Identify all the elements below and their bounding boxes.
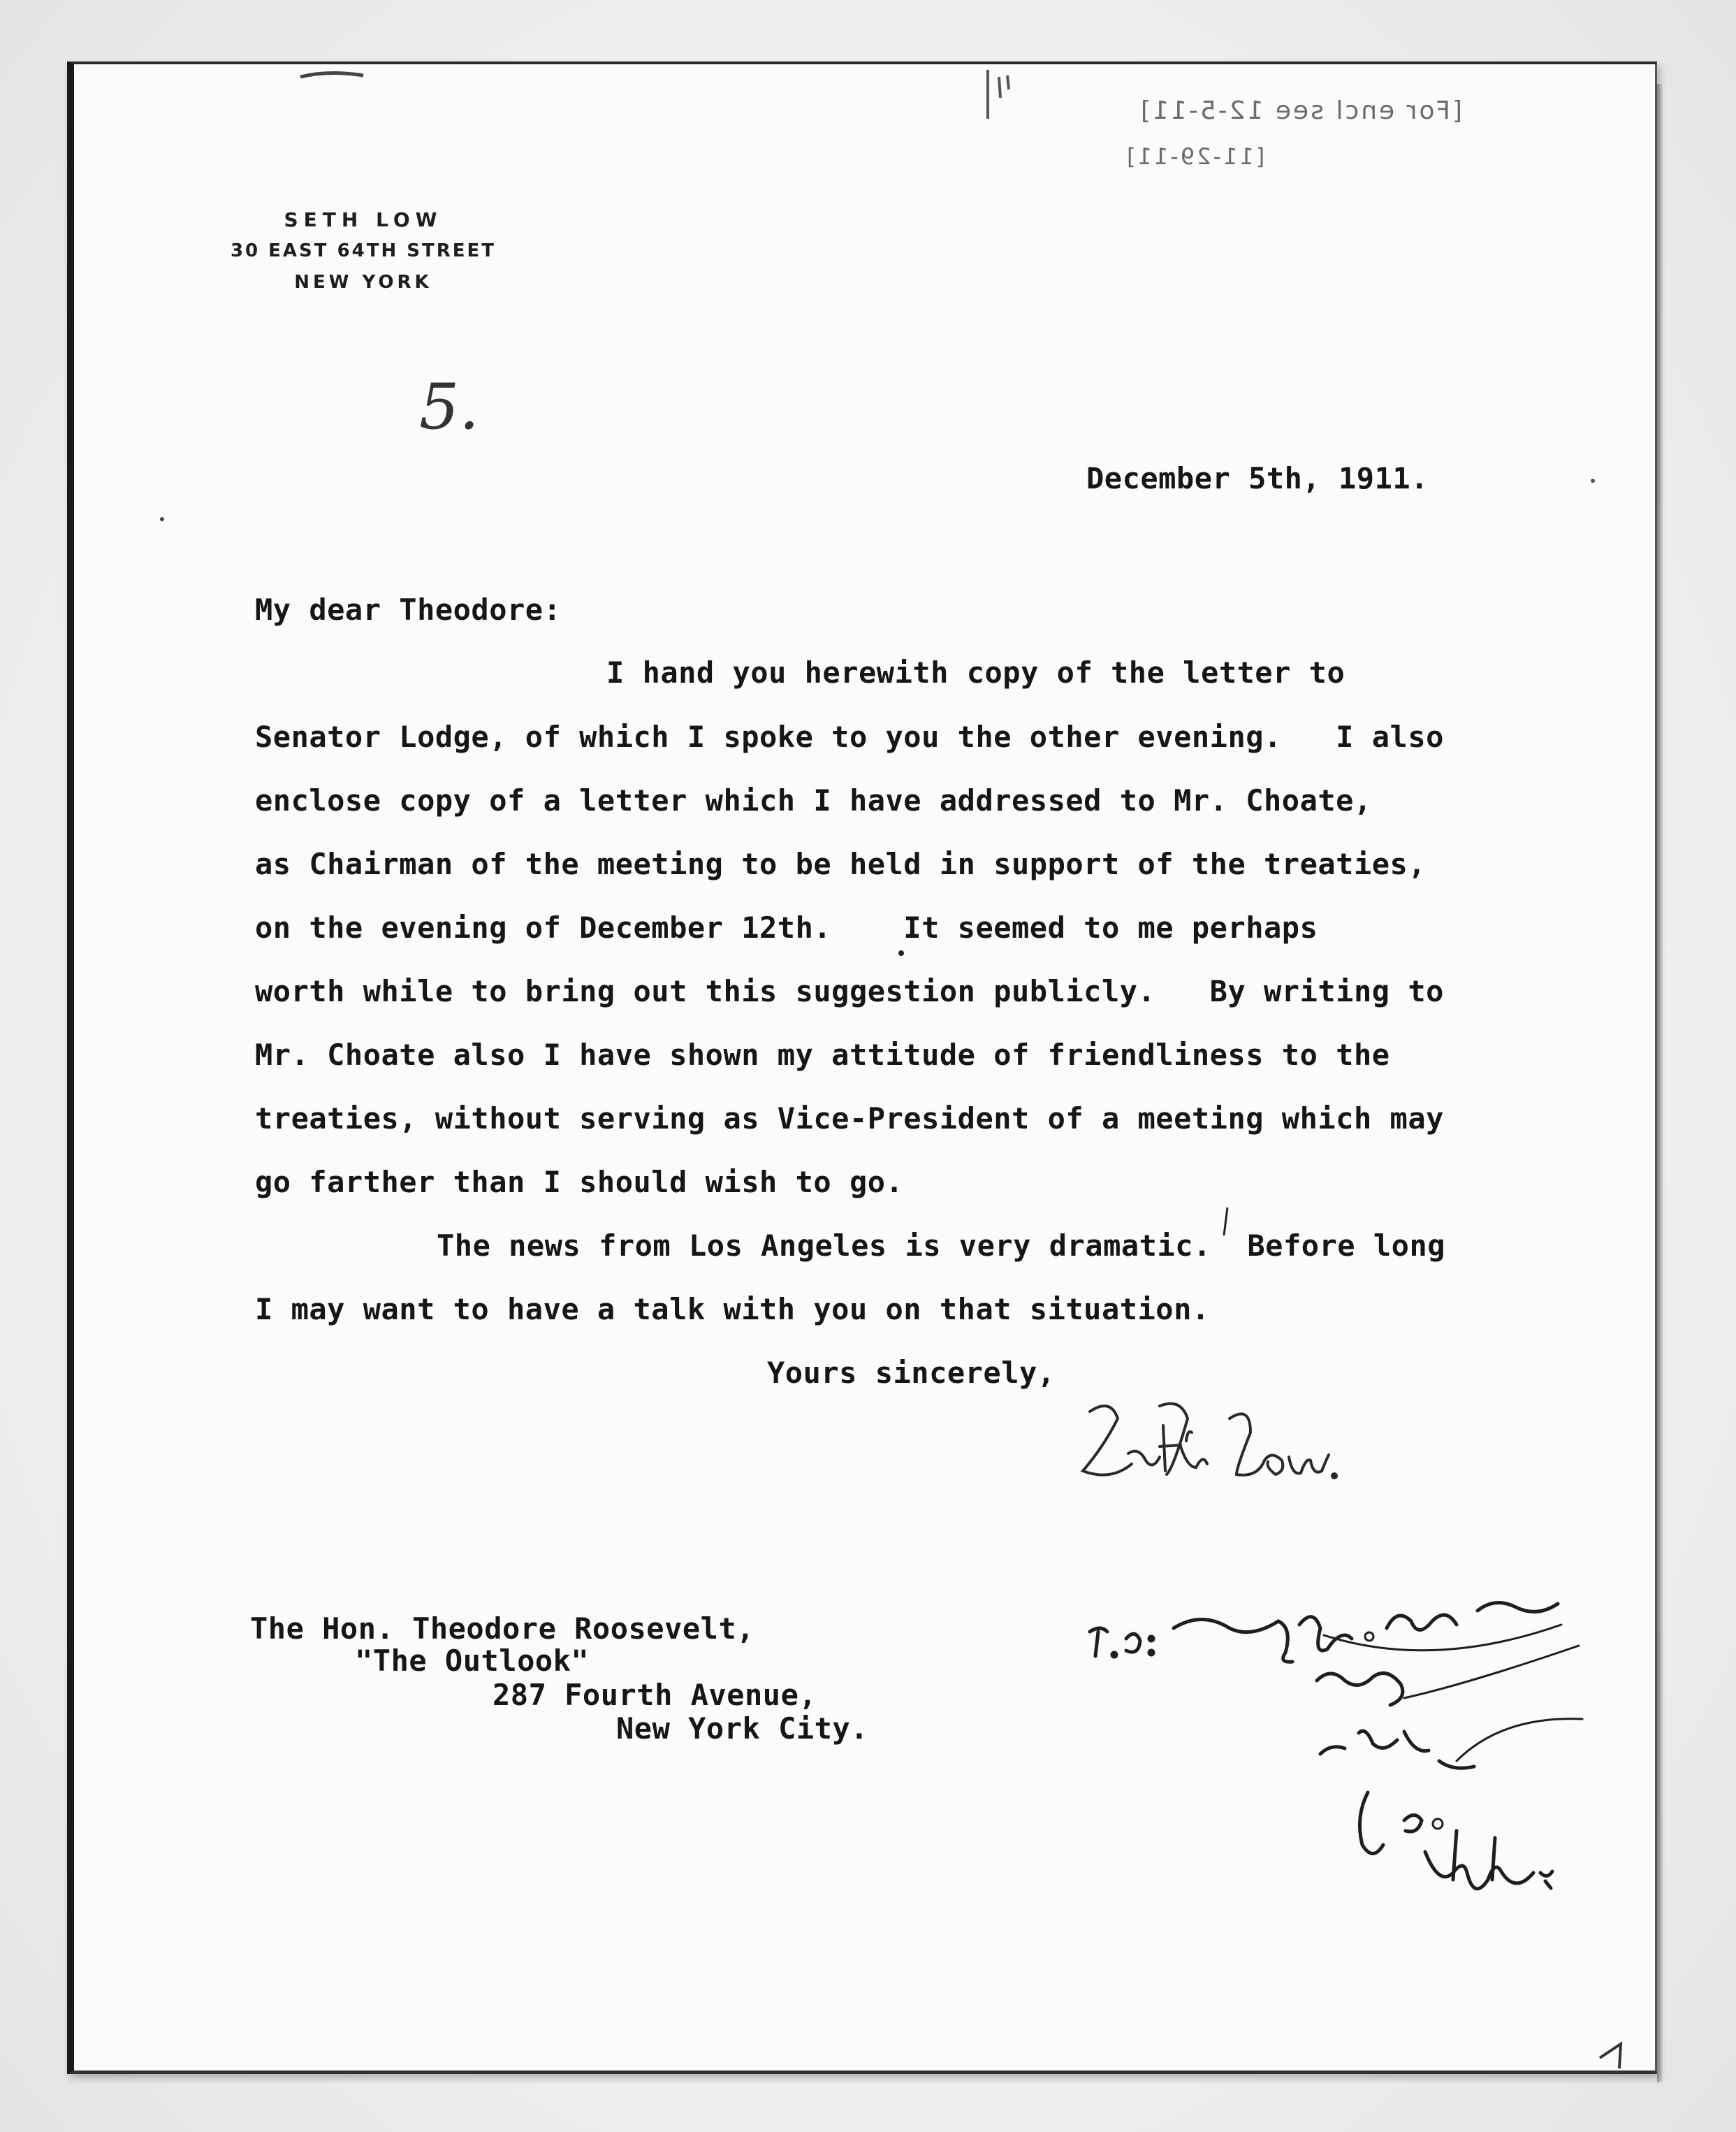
body-line-11: I may want to have a talk with you on that situation. bbox=[255, 1292, 1210, 1326]
handwritten-page-mark: 5. bbox=[419, 370, 479, 444]
letterhead-name: SETH LOW bbox=[284, 208, 443, 231]
archive-note-line1: [For encl see 12-5-11] bbox=[1139, 96, 1462, 125]
body-line-2: Senator Lodge, of which I spoke to you the other evening. I also bbox=[255, 720, 1444, 754]
body-line-7: Mr. Choate also I have shown my attitude of friendliness to the bbox=[255, 1038, 1390, 1072]
body-line-8: treaties, without serving as Vice-President of a meeting which may bbox=[255, 1101, 1444, 1136]
body-line-5: on the evening of December 12th. It seemed to me perhaps bbox=[255, 911, 1318, 945]
salutation: My dear Theodore: bbox=[255, 593, 562, 627]
body-line-1: I hand you herewith copy of the letter to bbox=[606, 655, 1345, 690]
body-line-4: as Chairman of the meeting to be held in support of the treaties, bbox=[255, 847, 1427, 881]
body-line-6: worth while to bring out this suggestion publicly. By writing to bbox=[255, 974, 1444, 1008]
address-line-3: 287 Fourth Avenue, bbox=[493, 1678, 817, 1712]
body-line-9: go farther than I should wish to go. bbox=[255, 1165, 904, 1199]
body-line-3: enclose copy of a letter which I have addressed to Mr. Choate, bbox=[255, 783, 1372, 818]
address-line-4: New York City. bbox=[616, 1711, 869, 1746]
letterhead-street: 30 EAST 64TH STREET bbox=[230, 240, 497, 261]
letterhead-city: NEW YORK bbox=[294, 272, 432, 293]
archive-note-line2: [11-29-11] bbox=[1125, 143, 1265, 170]
address-line-2: "The Outlook" bbox=[355, 1644, 590, 1678]
paper-edge-shadow bbox=[1657, 84, 1663, 2082]
closing: Yours sincerely, bbox=[767, 1356, 1056, 1390]
address-line-1: The Hon. Theodore Roosevelt, bbox=[250, 1611, 755, 1646]
letterhead bbox=[210, 204, 517, 298]
letter-date: December 5th, 1911. bbox=[1086, 461, 1429, 495]
body-line-10: The news from Los Angeles is very dramatic. Before long bbox=[437, 1228, 1446, 1263]
